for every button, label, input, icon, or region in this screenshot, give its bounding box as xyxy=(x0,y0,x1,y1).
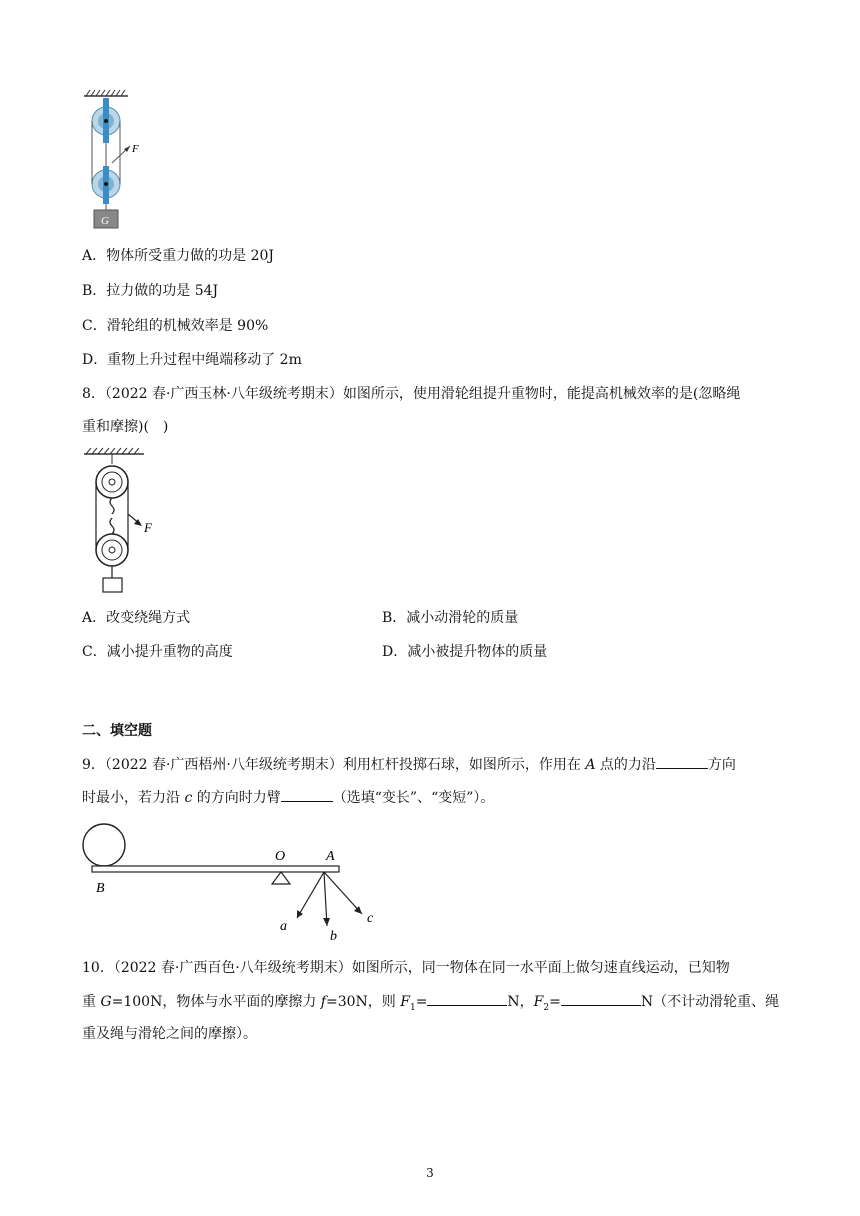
q7-option-d[interactable]: D．重物上升过程中绳端移动了 2m xyxy=(82,352,302,368)
q10-blank-2[interactable] xyxy=(561,991,641,1006)
q8-stem-line1: 8．（2022 春·广西玉林·八年级统考期末）如图所示，使用滑轮组提升重物时，能提高机械效率的是(忽略绳 xyxy=(82,386,741,402)
q10-stem-line3: 重及绳与滑轮之间的摩擦）。 xyxy=(82,1026,257,1042)
q8-option-a[interactable]: A．改变绕绳方式 xyxy=(82,610,191,626)
q7-pulley-figure xyxy=(82,88,162,233)
q9-label-A: A xyxy=(326,849,335,864)
q8-option-b[interactable]: B．减小动滑轮的质量 xyxy=(382,610,519,626)
q9-blank-2[interactable] xyxy=(281,787,333,802)
q8-pulley-figure xyxy=(82,446,162,596)
q8-option-d[interactable]: D．减小被提升物体的质量 xyxy=(382,644,548,660)
q10-stem-line1: 10．（2022 春·广西百色·八年级统考期末）如图所示，同一物体在同一水平面上做匀速直线运动，已知物 xyxy=(82,960,730,976)
section-title-fill-in: 二、填空题 xyxy=(82,723,152,739)
q8-option-c[interactable]: C．减小提升重物的高度 xyxy=(82,644,233,660)
q7-force-label: F xyxy=(132,143,139,155)
q9-stem-line2: 时最小，若力沿 c 的方向时力臂 （选填“变长”、“变短”）。 xyxy=(82,787,494,808)
q7-weight-label: G xyxy=(101,215,109,227)
q8-stem-line2: 重和摩擦)( ) xyxy=(82,419,169,435)
q9-lever-figure xyxy=(82,822,382,944)
q9-label-O: O xyxy=(275,849,286,864)
q7-option-a[interactable]: A．物体所受重力做的功是 20J xyxy=(82,248,275,264)
q9-label-c: c xyxy=(367,911,374,926)
q7-option-c[interactable]: C．滑轮组的机械效率是 90% xyxy=(82,318,269,334)
q9-label-B: B xyxy=(96,881,105,896)
page-number: 3 xyxy=(426,1166,434,1180)
q9-stem-line1: 9．（2022 春·广西梧州·八年级统考期末）利用杠杆投掷石球，如图所示，作用在 A 点的力沿 方向 xyxy=(82,754,736,775)
q8-force-label: F xyxy=(144,520,152,535)
q10-blank-1[interactable] xyxy=(427,991,507,1006)
q9-label-b: b xyxy=(330,929,337,944)
q7-option-b[interactable]: B．拉力做的功是 54J xyxy=(82,283,219,299)
q9-blank-1[interactable] xyxy=(656,754,708,769)
q10-stem-line2: 重 G=100N，物体与水平面的摩擦力 f=30N，则 $F_1= N$，$F_2= N$（不计动滑轮重、绳 xyxy=(82,991,779,1018)
q9-label-a: a xyxy=(280,919,287,934)
